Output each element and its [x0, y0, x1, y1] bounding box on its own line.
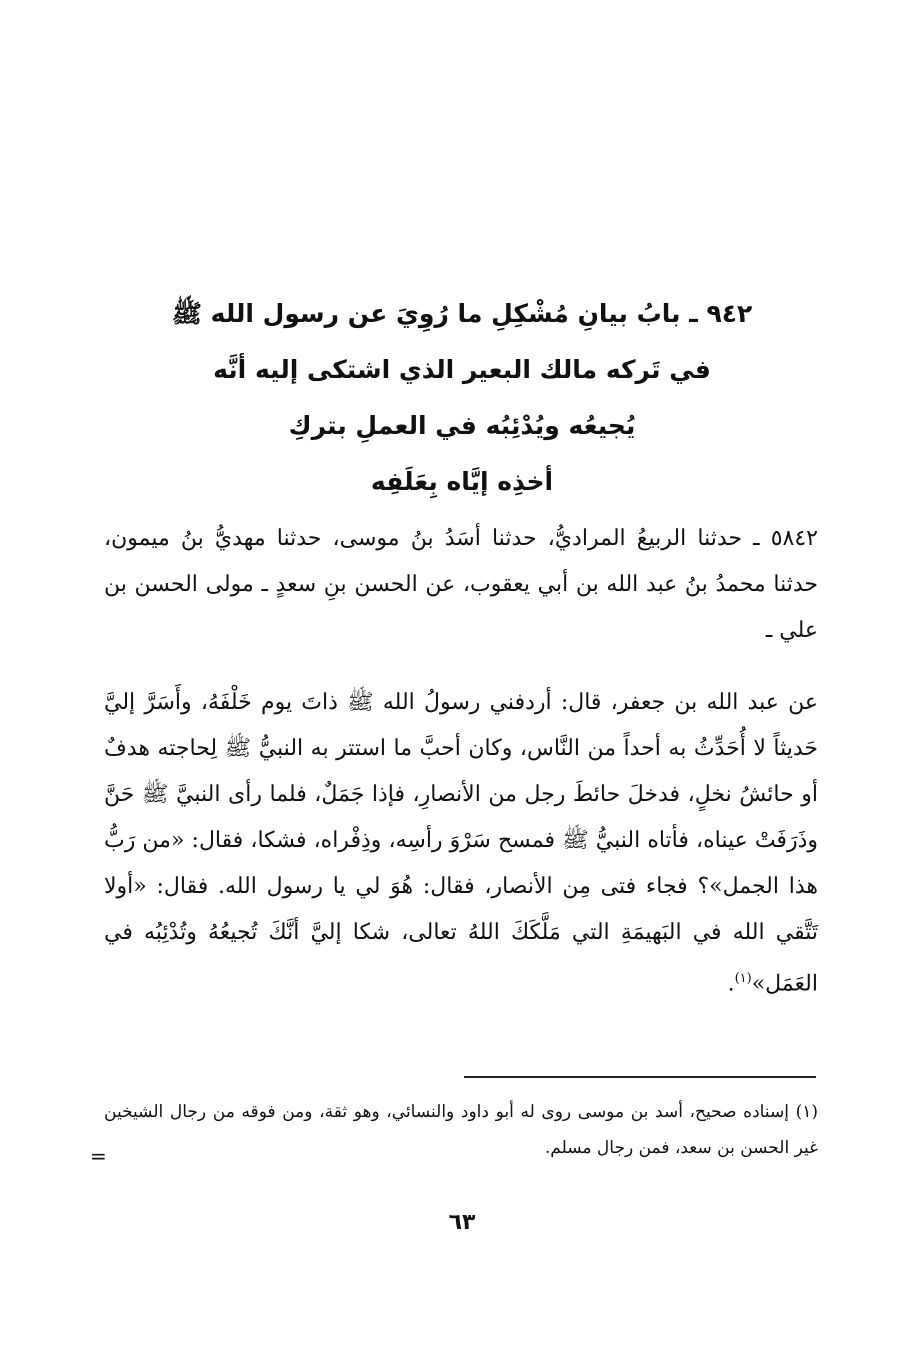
chapter-heading [100, 286, 824, 510]
footnote-divider [464, 1076, 816, 1078]
matn-end-period: . [727, 971, 735, 997]
chapter-heading-line-1: ٩٤٢ ـ بابُ بيانِ مُشْكِلِ ما رُوِيَ عن رسول الله ﷺ [171, 299, 753, 328]
hadith-matn-text: عن عبد الله بن جعفر، قال: أردفني رسولُ الله ﷺ ذاتَ يوم خَلْفَهُ، وأَسَرَّ إليَّ حَديثاً لا أُحَدِّثُ به أحداً من النَّاس، وكان أحبَّ ما استتر به النبيُّ ﷺ لِحاجته هدفٌ أو حائشُ نخلٍ، فدخلَ حائطَ رجل من الأنصارِ، فإذا جَمَلٌ، فلما رأى النبيَّ ﷺ حَنَّ وذَرَفَتْ عيناه، فأتاه النبيُّ ﷺ فمسح سَرْوَ رأسِه، وذِفْراه، فشكا، فقال: «من رَبُّ هذا الجمل»؟ فجاء فتى مِن الأنصار، فقال: هُوَ لي يا رسول الله. فقال: «أولا تَتَّقي الله في البَهيمَةِ التي مَلَّكَكَ اللهُ تعالى، شكا إليَّ أنَّكَ تُجيعُهُ وتُدْئِبُه في العَمَل» [104, 690, 818, 997]
hadith-isnad: ٥٨٤٢ ـ حدثنا الربيعُ المراديُّ، حدثنا أسَدُ بنُ موسى، حدثنا مهديُّ بنُ ميمون، حدثنا محمدُ بنُ عبد الله بن أبي يعقوب، عن الحسن بنِ سعدٍ ـ مولى الحسن بن علي ـ [104, 526, 818, 643]
footnote-continuation-mark: = [90, 1144, 107, 1168]
footnote-reference: (١) [734, 971, 752, 986]
chapter-heading-line-3: يُجيعُه ويُدْئِبُه في العملِ بتركِ [288, 411, 636, 440]
chapter-heading-line-4: أخذِه إيَّاه بِعَلَفِه [370, 467, 554, 496]
page-number: ٦٣ [448, 1210, 476, 1235]
hadith-matn [104, 680, 818, 1007]
chapter-heading-line-2: في تَركه مالك البعير الذي اشتكى إليه أنَّه [213, 355, 711, 384]
footnote-text: (١) إسناده صحيح، أسد بن موسى روى له أبو داود والنسائي، وهو ثقة، ومن فوقه من رجال الشيخين غير الحسن بن سعد، فمن رجال مسلم. [104, 1102, 818, 1158]
